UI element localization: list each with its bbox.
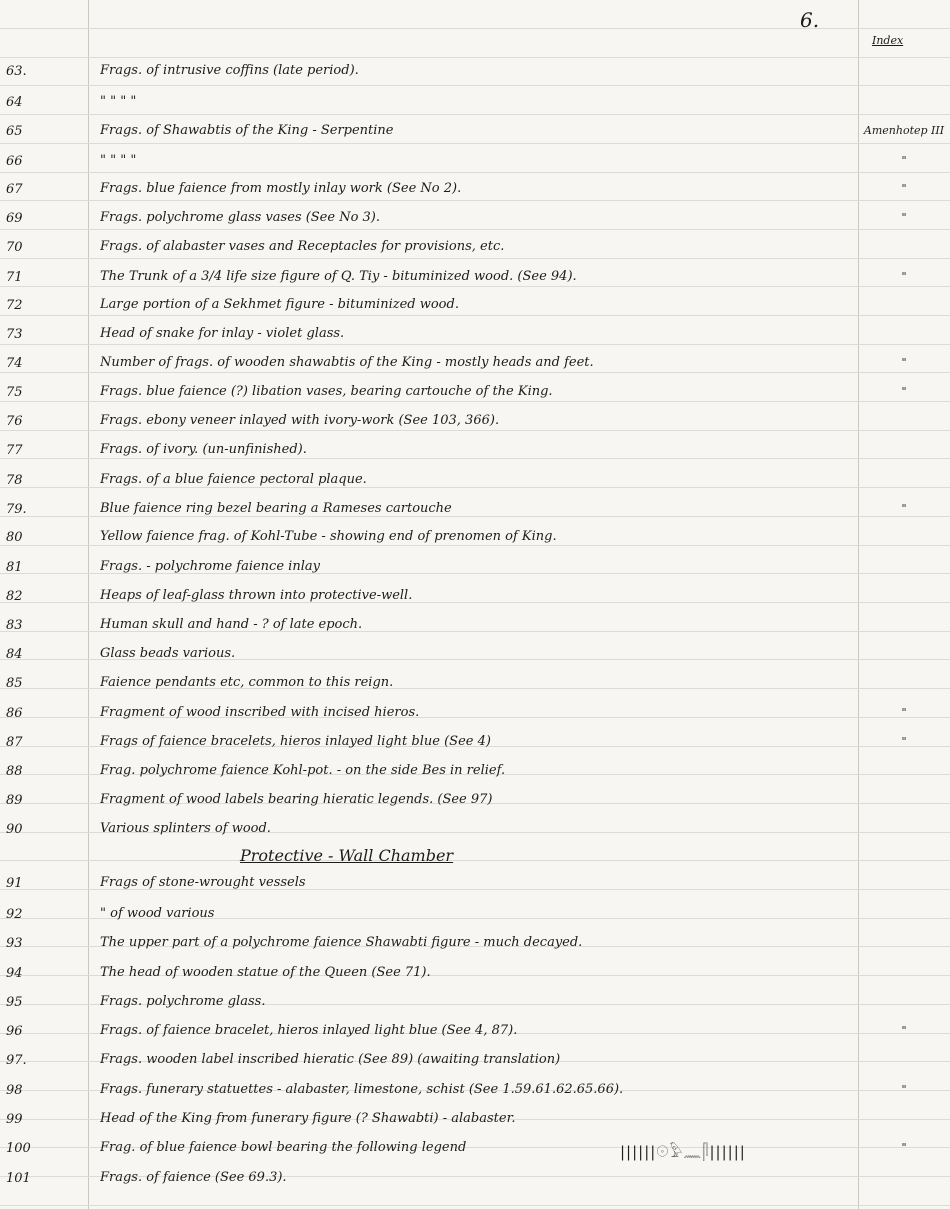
list-item <box>0 352 950 380</box>
list-item <box>0 818 950 846</box>
entry-index-note: " <box>901 502 907 515</box>
entry-description: Head of the King from funerary figure (? Shawabti) - alabaster. <box>100 1111 516 1126</box>
entry-description: Glass beads various. <box>100 646 236 661</box>
entry-description: " " " " <box>100 94 137 109</box>
entry-number: 81 <box>6 560 23 575</box>
list-item <box>0 381 950 409</box>
entry-description: Heaps of leaf-glass thrown into protective-well. <box>100 588 413 603</box>
list-item <box>0 962 950 990</box>
hieroglyph-legend: ||||||𓇳𓅱𓈖𓋴|||||| <box>620 1143 746 1161</box>
entry-number: 84 <box>6 647 23 662</box>
entry-description: Head of snake for inlay - violet glass. <box>100 326 345 341</box>
entry-number: 71 <box>6 270 23 285</box>
entry-index-note: " <box>901 706 907 719</box>
entry-description: Frags. ebony veneer inlayed with ivory-work (See 103, 366). <box>100 413 500 428</box>
entry-index-note: " <box>901 211 907 224</box>
list-item <box>0 526 950 554</box>
entry-number: 83 <box>6 618 23 633</box>
entry-description: Frags. of alabaster vases and Receptacles for provisions, etc. <box>100 239 505 254</box>
list-item <box>0 498 950 526</box>
entry-index-note: " <box>901 1083 907 1096</box>
entry-description: Various splinters of wood. <box>100 821 271 836</box>
entry-description: The upper part of a polychrome faience Shawabti figure - much decayed. <box>100 935 583 950</box>
entry-number: 85 <box>6 676 23 691</box>
entry-index-note: " <box>901 1141 907 1154</box>
entry-number: 101 <box>6 1171 31 1186</box>
list-item <box>0 294 950 322</box>
entry-description: Frags of stone-wrought vessels <box>100 875 306 890</box>
list-item <box>0 410 950 438</box>
entry-number: 78 <box>6 473 23 488</box>
entry-description: The head of wooden statue of the Queen (See 71). <box>100 965 431 980</box>
entry-description: Large portion of a Sekhmet figure - bituminized wood. <box>100 297 459 312</box>
entry-description: Frag. polychrome faience Kohl-pot. - on the side Bes in relief. <box>100 763 506 778</box>
list-item <box>0 150 950 178</box>
entry-description: Frags. of faience (See 69.3). <box>100 1170 287 1185</box>
entry-number: 94 <box>6 966 23 981</box>
entry-description: Frags. of intrusive coffins (late period). <box>100 63 359 78</box>
list-item <box>0 207 950 235</box>
entry-number: 67 <box>6 182 23 197</box>
list-item <box>0 760 950 788</box>
entry-description: Frags. polychrome glass vases (See No 3). <box>100 210 381 225</box>
entry-description: Blue faience ring bezel bearing a Rameses cartouche <box>100 501 452 516</box>
ruled-line <box>0 860 950 861</box>
section-heading: Protective - Wall Chamber <box>240 846 454 865</box>
entry-description: Fragment of wood labels bearing hieratic legends. (See 97) <box>100 792 493 807</box>
entry-number: 87 <box>6 735 23 750</box>
entry-description: Frag. of blue faience bowl bearing the following legend <box>100 1140 467 1155</box>
entry-number: 63. <box>6 64 27 79</box>
entry-description: Yellow faience frag. of Kohl-Tube - showing end of prenomen of King. <box>100 529 557 544</box>
entry-number: 91 <box>6 876 23 891</box>
entry-number: 65 <box>6 124 23 139</box>
list-item <box>0 1137 950 1165</box>
entry-number: 74 <box>6 356 23 371</box>
list-item <box>0 1079 950 1107</box>
entry-description: Frags. of faience bracelet, hieros inlayed light blue (See 4, 87). <box>100 1023 518 1038</box>
list-item <box>0 439 950 467</box>
entry-description: Frags. blue faience (?) libation vases, bearing cartouche of the King. <box>100 384 553 399</box>
entry-number: 100 <box>6 1141 31 1156</box>
list-item <box>0 789 950 817</box>
entry-description: The Trunk of a 3/4 life size figure of Q. Tiy - bituminized wood. (See 94). <box>100 269 577 284</box>
entry-description: Frags. - polychrome faience inlay <box>100 559 320 574</box>
entry-description: Faience pendants etc, common to this reign. <box>100 675 394 690</box>
entry-description: Frags. of Shawabtis of the King - Serpentine <box>100 123 394 138</box>
ruled-line <box>0 57 950 58</box>
entry-number: 82 <box>6 589 23 604</box>
entry-description: Frags. funerary statuettes - alabaster, limestone, schist (See 1.59.61.62.65.66). <box>100 1082 624 1097</box>
entry-number: 96 <box>6 1024 23 1039</box>
entry-number: 79. <box>6 502 27 517</box>
entry-description: " of wood various <box>100 906 215 921</box>
entry-number: 99 <box>6 1112 23 1127</box>
entry-description: Fragment of wood inscribed with incised hieros. <box>100 705 420 720</box>
entry-number: 76 <box>6 414 23 429</box>
entry-number: 80 <box>6 530 23 545</box>
list-item <box>0 556 950 584</box>
list-item <box>0 932 950 960</box>
entry-number: 72 <box>6 298 23 313</box>
list-item <box>0 236 950 264</box>
list-item <box>0 991 950 1019</box>
entry-description: Frags of faience bracelets, hieros inlayed light blue (See 4) <box>100 734 491 749</box>
entry-number: 98 <box>6 1083 23 1098</box>
entry-description: " " " " <box>100 153 137 168</box>
list-item <box>0 178 950 206</box>
list-item <box>0 1167 950 1195</box>
list-item <box>0 731 950 759</box>
list-item <box>0 872 950 900</box>
entry-number: 97. <box>6 1053 27 1068</box>
list-item <box>0 120 950 148</box>
list-item <box>0 1108 950 1136</box>
entry-index-note: " <box>901 154 907 167</box>
entry-description: Frags. wooden label inscribed hieratic (See 89) (awaiting translation) <box>100 1052 561 1067</box>
list-item <box>0 469 950 497</box>
entry-description: Frags. polychrome glass. <box>100 994 266 1009</box>
list-item <box>0 643 950 671</box>
entry-description: Human skull and hand - ? of late epoch. <box>100 617 363 632</box>
list-item <box>0 323 950 351</box>
ruled-line <box>0 1205 950 1206</box>
entry-number: 88 <box>6 764 23 779</box>
entry-number: 69 <box>6 211 23 226</box>
list-item <box>0 60 950 88</box>
entry-number: 90 <box>6 822 23 837</box>
entry-number: 95 <box>6 995 23 1010</box>
entry-description: Number of frags. of wooden shawabtis of the King - mostly heads and feet. <box>100 355 594 370</box>
entry-number: 92 <box>6 907 23 922</box>
list-item <box>0 585 950 613</box>
page-number: 6. <box>800 8 820 32</box>
entry-number: 66 <box>6 154 23 169</box>
entry-index-note: " <box>901 1024 907 1037</box>
entry-number: 93 <box>6 936 23 951</box>
list-item <box>0 614 950 642</box>
entry-description: Frags. blue faience from mostly inlay work (See No 2). <box>100 181 462 196</box>
entry-number: 73 <box>6 327 23 342</box>
entry-number: 86 <box>6 706 23 721</box>
list-item <box>0 91 950 119</box>
entry-description: Frags. of a blue faience pectoral plaque. <box>100 472 367 487</box>
entry-number: 70 <box>6 240 23 255</box>
entry-index-note: " <box>901 270 907 283</box>
entry-number: 64 <box>6 95 23 110</box>
entry-index-note: " <box>901 182 907 195</box>
entry-number: 89 <box>6 793 23 808</box>
entry-number: 75 <box>6 385 23 400</box>
entry-description: Frags. of ivory. (un-unfinished). <box>100 442 307 457</box>
list-item <box>0 1020 950 1048</box>
entry-index-note: " <box>901 385 907 398</box>
list-item <box>0 702 950 730</box>
entry-index-note: " <box>901 735 907 748</box>
list-item <box>0 1049 950 1077</box>
list-item <box>0 903 950 931</box>
entry-index-note: " <box>901 356 907 369</box>
entry-number: 77 <box>6 443 23 458</box>
index-column-heading: Index <box>872 34 904 47</box>
list-item <box>0 266 950 294</box>
entry-index-note: Amenhotep III <box>863 124 945 137</box>
list-item <box>0 672 950 700</box>
